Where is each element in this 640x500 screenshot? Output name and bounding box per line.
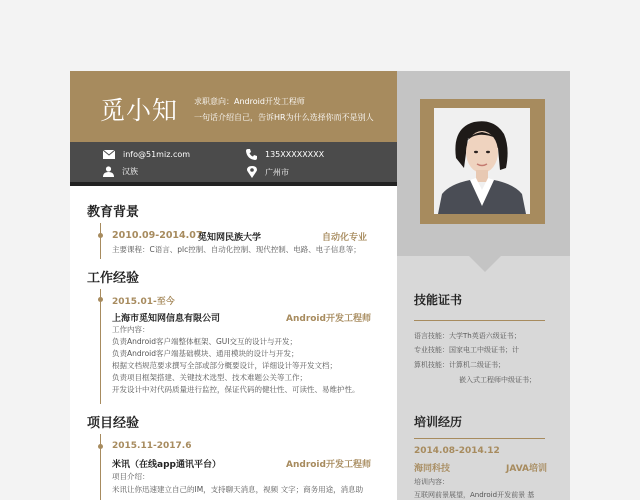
- work-title: 工作经验: [87, 271, 140, 286]
- project-date: 2015.11-2017.6: [112, 441, 192, 451]
- education-school: 觅知网民族大学: [198, 233, 262, 243]
- project-line: 米讯让你迅速建立自己的IM，支持聊天消息，视频 文字；商务用途，消息助: [112, 485, 364, 494]
- skills-line: 嵌入式工程师中级证书；: [459, 376, 536, 384]
- location-icon: [247, 166, 257, 178]
- contact-city: [247, 166, 289, 178]
- work-line: 负责Android客户端整体框架、GUI交互的设计与开发；: [112, 337, 298, 346]
- project-dot: [98, 444, 103, 449]
- portrait-icon: [434, 108, 530, 214]
- sidebar: [397, 71, 570, 500]
- sidebar-pointer: [469, 256, 501, 272]
- skills-line: 算机技能：计算机二级证书；: [414, 361, 505, 369]
- education-timeline: [100, 223, 101, 259]
- work-dot: [98, 297, 103, 302]
- training-line: 互联网前景展望，Android开发前景 基: [414, 491, 535, 499]
- education-courses: 主要课程：C语言、plc控制、自动化控制、现代控制、电路、电子信息等；: [112, 245, 361, 254]
- work-line: 工作内容：: [112, 325, 150, 334]
- job-intent: 求职意向：Android开发工程师: [194, 97, 305, 106]
- project-title: 项目经验: [87, 416, 140, 431]
- contact-email: [103, 150, 190, 159]
- resume-page: [70, 71, 570, 500]
- work-date: 2015.01-至今: [112, 297, 175, 307]
- skills-title: 技能证书: [414, 293, 463, 307]
- work-timeline: [100, 289, 101, 404]
- photo-frame: [420, 99, 545, 224]
- education-major: 自动化专业: [322, 233, 368, 243]
- email-text: info@51miz.com: [123, 150, 191, 159]
- education-dot: [98, 233, 103, 238]
- work-company: 上海市觅知网信息有限公司: [112, 314, 221, 324]
- skills-divider: [414, 320, 545, 321]
- contact-ethnicity: [103, 166, 138, 177]
- training-title: 培训经历: [414, 415, 463, 429]
- work-line: 根据文档规范要求撰写全部或部分概要设计，详细设计等开发文档；: [112, 361, 337, 370]
- project-role: Android开发工程师: [286, 460, 371, 470]
- sidebar-photo-panel: [397, 71, 570, 256]
- contact-bar: [70, 142, 397, 186]
- work-line: 负责Android客户端基础模块、通用模块的设计与开发；: [112, 349, 299, 358]
- user-icon: [103, 166, 114, 177]
- phone-text: 135XXXXXXXX: [265, 150, 325, 159]
- training-org: 海同科技: [414, 464, 451, 474]
- work-line: 开发设计中对代码质量进行监控，保证代码的健壮性、可读性、易维护性。: [112, 385, 360, 394]
- ethnicity-text: 汉族: [122, 167, 138, 176]
- project-name: 米讯（在线app通讯平台）: [112, 460, 221, 470]
- mail-icon: [103, 150, 115, 159]
- candidate-name: 觅小知: [100, 96, 179, 125]
- project-line: 项目介绍：: [112, 472, 150, 481]
- resume-header: [70, 71, 397, 142]
- education-date: 2010.09-2014.07: [112, 230, 203, 241]
- work-line: 负责项目框架搭建、关键技术选型、技术难题公关等工作；: [112, 373, 307, 382]
- training-date: 2014.08-2014.12: [414, 446, 500, 456]
- contact-bottom-strip: [70, 182, 397, 186]
- training-line: 培训内容：: [414, 478, 449, 486]
- education-title: 教育背景: [87, 205, 140, 220]
- training-course: JAVA培训: [506, 464, 548, 474]
- city-text: 广州市: [265, 167, 289, 177]
- skills-line: 语言技能：大学Th英语六级证书；: [414, 332, 521, 340]
- training-divider: [414, 438, 545, 439]
- work-role: Android开发工程师: [286, 314, 371, 324]
- contact-phone: [246, 149, 324, 160]
- profile-photo: [434, 108, 530, 214]
- phone-icon: [246, 149, 257, 160]
- skills-line: 专业技能：国家电工中级证书；计: [414, 346, 519, 354]
- self-intro: 一句话介绍自己，告诉HR为什么选择你而不是别人: [194, 113, 374, 122]
